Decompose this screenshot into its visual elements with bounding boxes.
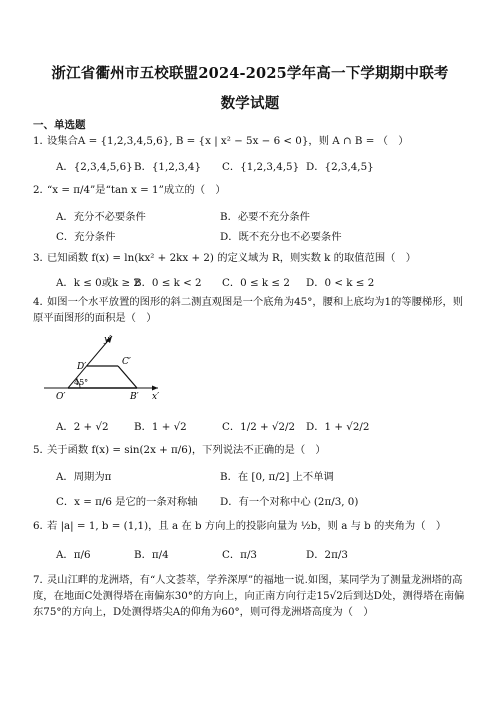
label-o: O′ xyxy=(56,392,66,402)
question-number: 1． xyxy=(33,135,50,147)
exam-subtitle: 数学试题 xyxy=(220,95,280,112)
question-6 xyxy=(33,518,473,534)
question-3 xyxy=(33,250,473,266)
question-text: 关于函数 f(x) = sin(2x + π/6)，下列说法不正确的是（ ） xyxy=(47,444,326,456)
question-5 xyxy=(33,442,473,458)
option-c: C．1/2 + √2/2 xyxy=(222,421,296,433)
question-text: “x = π/4”是“tan x = 1”成立的（ ） xyxy=(47,184,226,196)
question-text: 已知函数 f(x) = ln(kx² + 2kx + 2) 的定义域为 R，则实数 k 的取值范围（ ） xyxy=(47,252,417,264)
trapezoid-figure xyxy=(40,330,170,410)
question-2 xyxy=(33,182,473,198)
label-c: C′ xyxy=(122,357,131,367)
option-a: A．{2,3,4,5,6} xyxy=(56,161,133,173)
question-1 xyxy=(33,133,473,149)
question-number: 6． xyxy=(33,520,50,532)
section-heading: 一、单选题 xyxy=(33,119,86,131)
option-c: C．充分条件 xyxy=(56,231,116,243)
option-d: D．2π/3 xyxy=(306,549,348,561)
question-number: 7． xyxy=(33,574,50,586)
option-c: C．0 ≤ k ≤ 2 xyxy=(222,277,290,289)
option-b: B．1 + √2 xyxy=(134,421,187,433)
label-d: D′ xyxy=(77,362,87,372)
option-b: B．在 [0, π/2] 上不单调 xyxy=(220,471,334,483)
question-text: 若 |a| = 1, b = (1,1)，且 a 在 b 方向上的投影向量为 ½b，则 a 与 b 的夹角为（ ） xyxy=(47,520,447,532)
question-7 xyxy=(33,572,473,620)
option-d: D．{2,3,4,5} xyxy=(306,161,374,173)
question-number: 2． xyxy=(33,184,50,196)
option-b: B．{1,2,3,4} xyxy=(134,161,201,173)
option-a: A．充分不必要条件 xyxy=(56,211,146,223)
option-b: B．π/4 xyxy=(134,549,169,561)
trapezoid-leg xyxy=(118,366,137,388)
question-number: 3． xyxy=(33,252,50,264)
question-text: 灵山江畔的龙洲塔，有“人文荟萃，学养深厚”的福地一说.如图，某同学为了测量龙洲塔的高度，在地面C处测得塔在南偏东30°的方向上，向正南方向行走15√2后到达D处，测得塔在南偏东75°的方向上，D处测得塔尖A的仰角为60°，则可得龙洲塔高度为（ ） xyxy=(33,574,465,618)
option-d: D．有一个对称中心 (2π/3, 0) xyxy=(220,496,359,508)
x-axis-arrow xyxy=(152,386,158,391)
option-a: A．k ≤ 0或k ≥ 2 xyxy=(56,277,140,289)
label-angle: 45° xyxy=(74,378,89,387)
question-number: 4． xyxy=(33,296,50,308)
label-x: x′ xyxy=(152,392,160,402)
option-b: B．0 ≤ k < 2 xyxy=(134,277,202,289)
option-a: A．周期为π xyxy=(56,471,112,483)
option-c: C．x = π/6 是它的一条对称轴 xyxy=(56,496,198,508)
option-b: B．必要不充分条件 xyxy=(220,211,310,223)
question-number: 5． xyxy=(33,444,50,456)
question-text: 设集合A = {1,2,3,4,5,6}, B = {x | x² − 5x − 6 < 0}，则 A ∩ B = （ ） xyxy=(47,135,409,147)
question-text: 如图一个水平放置的图形的斜二测直观图是一个底角为45°，腰和上底均为1的等腰梯形，则原平面图形的面积是（ ） xyxy=(33,296,464,324)
option-d: D．0 < k ≤ 2 xyxy=(306,277,375,289)
option-a: A．2 + √2 xyxy=(56,421,109,433)
option-c: C．{1,2,3,4,5} xyxy=(222,161,300,173)
option-c: C．π/3 xyxy=(222,549,257,561)
option-a: A．π/6 xyxy=(56,549,91,561)
label-b: B′ xyxy=(130,392,139,402)
option-d: D．既不充分也不必要条件 xyxy=(220,231,342,243)
option-d: D．1 + √2/2 xyxy=(306,421,370,433)
exam-title: 浙江省衢州市五校联盟2024-2025学年高一下学期期中联考 xyxy=(51,65,449,82)
question-4 xyxy=(33,294,473,326)
label-y: y′ xyxy=(104,335,112,345)
